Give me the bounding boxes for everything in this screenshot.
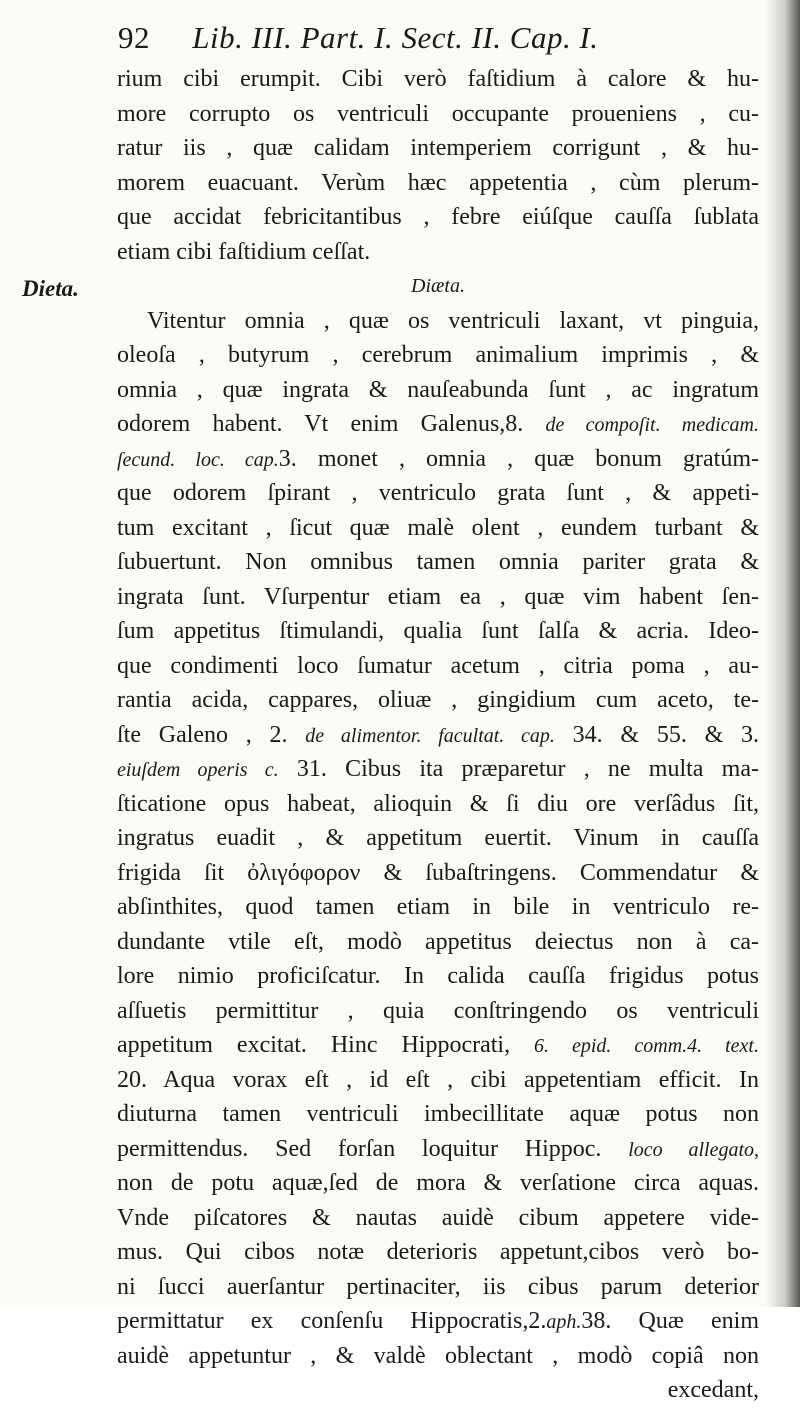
italic-citation: eiuſdem operis c. (117, 759, 279, 781)
line-text: Vitentur omnia , quæ os ventriculi laxant, vt pinguia, (147, 307, 759, 334)
text-line (117, 131, 759, 166)
line-text: Diæta. (411, 275, 465, 297)
body-text (117, 62, 759, 1408)
running-title: Lib. III. Part. I. Sect. II. Cap. I. (192, 20, 599, 55)
text-line (117, 1339, 759, 1374)
text-line (117, 373, 759, 408)
text-line (117, 476, 759, 511)
text-line (117, 856, 759, 891)
line-text: ingratus euadit , & appetitum euertit. Vinum in cauſſa (117, 825, 759, 851)
line-text: abſinthites, quod tamen etiam in bile in ventriculo re- (117, 894, 759, 920)
text-line (117, 580, 759, 615)
line-text: lore nimio proficiſcatur. In calida cauſſa frigidus potus (117, 963, 759, 989)
line-text: non de potu aquæ,ſed de mora & verſatione circa aquas. (117, 1170, 759, 1196)
text-line (117, 545, 759, 580)
text-line (117, 1166, 759, 1201)
line-text: omnia , quæ ingrata & nauſeabunda ſunt , ac ingratum (117, 376, 759, 403)
text-line (117, 200, 759, 235)
line-text: Vnde piſcatores & nautas auidè cibum appetere vide- (117, 1204, 759, 1231)
text-line (117, 787, 759, 822)
text-line (117, 166, 759, 201)
line-text: ingrata ſunt. Vſurpentur etiam ea , quæ vim habent ſen- (117, 583, 759, 610)
italic-citation: aph. (546, 1311, 582, 1333)
line-text: 3. monet , omnia , quæ bonum gratúm- (278, 445, 760, 472)
text-line (117, 994, 759, 1029)
line-text: dundante vtile eſt, modò appetitus deiectus non à ca- (117, 928, 759, 955)
text-line (117, 718, 759, 753)
italic-citation: ſecund. loc. cap. (117, 448, 279, 471)
line-text: ſticatione opus habeat, alioquin & ſi diu ore verſâdus ſit, (117, 790, 759, 817)
line-text: morem euacuant. Verùm hæc appetentia , cùm plerum- (117, 169, 759, 196)
line-text: ſubuertunt. Non omnibus tamen omnia pariter grata & (117, 549, 759, 575)
line-text: auidè appetuntur , & valdè oblectant , modò copiâ non (117, 1342, 759, 1369)
text-line (117, 1270, 759, 1305)
line-text: permittendus. Sed forſan loquitur Hippoc. (117, 1135, 629, 1162)
page-number: 92 (118, 20, 150, 55)
line-text: mus. Qui cibos notæ deterioris appetunt,cibos verò bo- (117, 1239, 759, 1265)
line-text: ſte Galeno , 2. (117, 721, 306, 748)
text-line (117, 683, 759, 718)
text-line (117, 1028, 759, 1063)
text-line (117, 62, 759, 97)
line-text: oleoſa , butyrum , cerebrum animalium imprimis , & (117, 342, 759, 368)
line-text: appetitum excitat. Hinc Hippocrati, (117, 1032, 535, 1058)
text-line (117, 407, 759, 442)
text-line (117, 752, 759, 787)
text-line (117, 304, 759, 339)
line-text: que accidat febricitantibus , febre eiúſque cauſſa ſublata (117, 204, 759, 230)
line-text: aſſuetis permittitur , quia conſtringendo os ventriculi (117, 997, 759, 1024)
line-text: que condimenti loco ſumatur acetum , citria poma , au- (117, 652, 759, 679)
line-text: diuturna tamen ventriculi imbecillitate aquæ potus non (117, 1101, 759, 1127)
line-text: more corrupto os ventriculi occupante proueniens , cu- (117, 100, 759, 127)
text-line (117, 1132, 759, 1167)
text-line (117, 1304, 759, 1339)
margin-note: Dieta. (22, 276, 79, 301)
text-line (117, 821, 759, 856)
text-line (117, 1373, 759, 1408)
text-line (117, 1235, 759, 1270)
line-text: rium cibi erumpit. Cibi verò faſtidium à calore & hu- (117, 66, 759, 92)
text-line (117, 890, 759, 925)
line-text: permittatur ex conſenſu Hippocratis,2. (117, 1308, 547, 1334)
line-text: 38. Quæ enim (581, 1308, 759, 1334)
line-text: odorem habent. Vt enim Galenus,8. (117, 411, 546, 437)
text-line (117, 442, 759, 477)
line-text: rantia acida, cappares, oliuæ , gingidium cum aceto, te- (117, 687, 759, 713)
line-text: excedant, (667, 1377, 759, 1403)
line-text: 31. Cibus ita præparetur , ne multa ma- (278, 756, 759, 782)
text-line (117, 925, 759, 960)
line-text: etiam cibi faſtidium ceſſat. (117, 238, 371, 265)
text-line (117, 649, 759, 684)
text-line (117, 1201, 759, 1236)
line-text: que odorem ſpirant , ventriculo grata ſunt , & appeti- (117, 480, 759, 506)
line-text: ſum appetitus ſtimulandi, qualia ſunt ſalſa & acria. Ideo- (117, 618, 759, 644)
italic-citation: de compoſit. medicam. (545, 414, 759, 436)
text-line (117, 235, 759, 270)
text-line (117, 614, 759, 649)
text-line (117, 1063, 759, 1098)
italic-citation: 6. epid. comm.4. text. (534, 1035, 759, 1057)
text-line (117, 269, 759, 304)
italic-citation: loco allegato, (628, 1138, 760, 1161)
line-text: tum excitant , ſicut quæ malè olent , eundem turbant & (117, 514, 759, 541)
text-line (117, 959, 759, 994)
text-line (117, 1097, 759, 1132)
line-text: 20. Aqua vorax eſt , id eſt , cibi appetentiam efficit. In (117, 1066, 759, 1093)
page-header (118, 20, 758, 60)
text-line (117, 97, 759, 132)
line-text: frigida ſit ὀλιγόφορον & ſubaſtringens. Commendatur & (117, 859, 759, 886)
line-text: ratur iis , quæ calidam intemperiem corrigunt , & hu- (117, 135, 759, 161)
text-line (117, 511, 759, 546)
line-text: ni ſucci auerſantur pertinaciter, iis cibus parum deterior (117, 1273, 759, 1300)
line-text: 34. & 55. & 3. (554, 721, 759, 748)
page-edge-shadow (766, 0, 800, 1307)
italic-citation: de alimentor. facultat. cap. (305, 724, 555, 747)
text-line (117, 338, 759, 373)
